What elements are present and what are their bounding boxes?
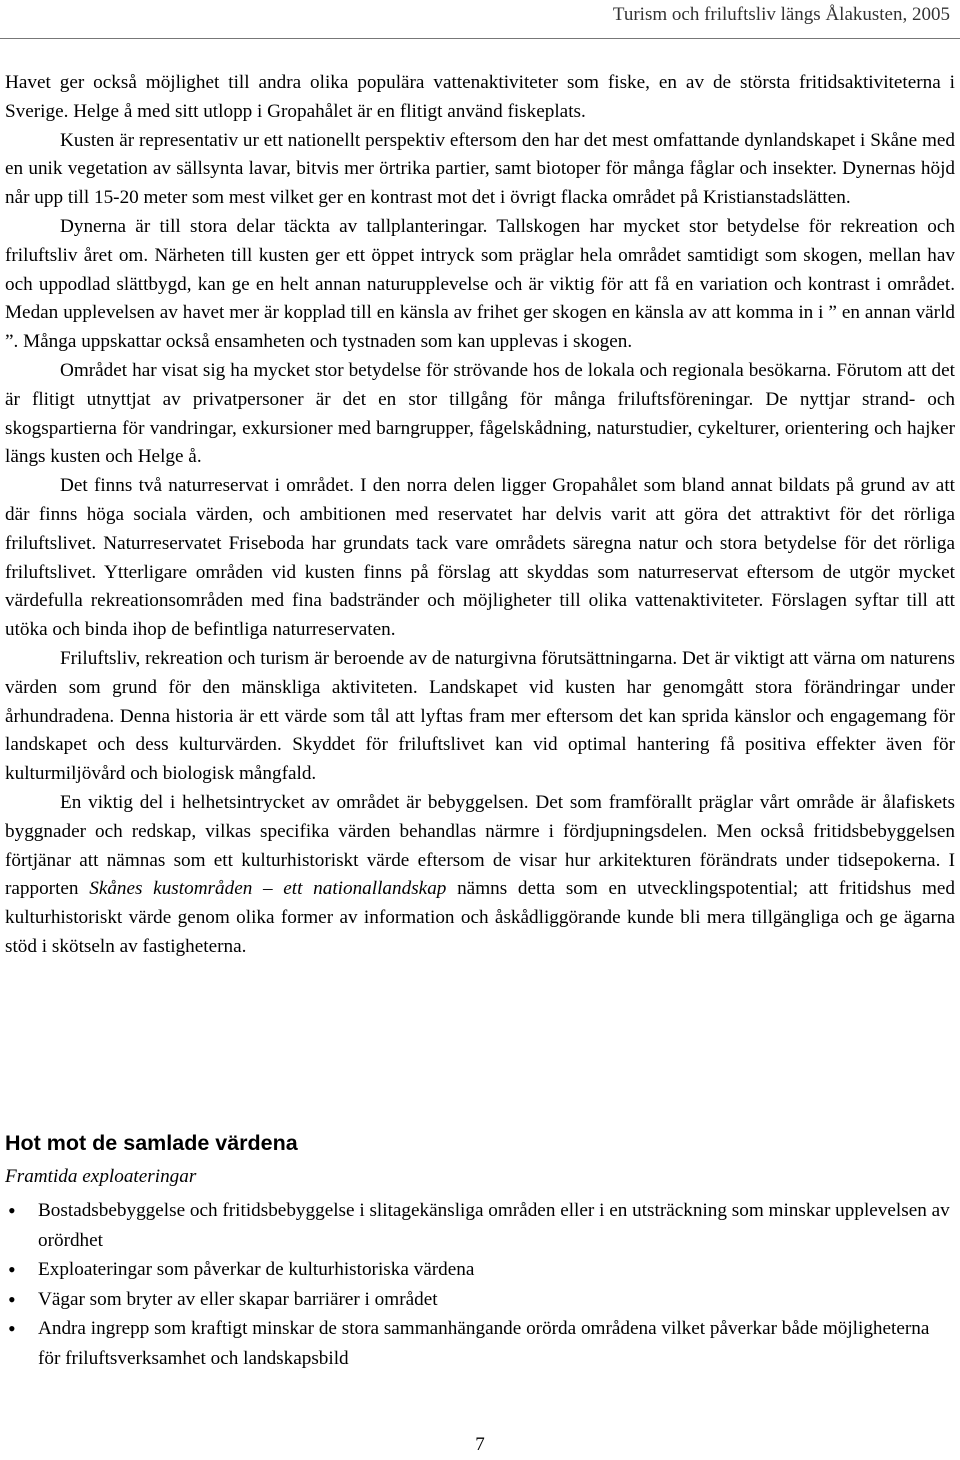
paragraph: Det finns två naturreservat i området. I den norra delen ligger Gropahålet som bland annat bildats på grund av att där finns höga sociala värden, och ambitionen med reservatet har delvis varit att göra det attraktivt för det rörliga friluftslivet. Naturreservatet Friseboda har grundats tack vare områdets säregna natur och stora betydelse för det rörliga friluftslivet. Ytterligare områden vid kusten finns på förslag att skyddas som naturreservat eftersom de utgör mycket värdefulla rekreationsområden med fina badstränder och möjligheter till olika vattenaktiviteter. Förslagen syftar till att utöka och binda ihop de befintliga naturreservaten. (5, 475, 955, 641)
body-text (5, 69, 955, 962)
paragraph (5, 789, 955, 962)
section-subheading: Framtida exploateringar (5, 1166, 197, 1187)
list-item: • Andra ingrepp som kraftigt minskar de stora sammanhängande orörda områdena vilket påverkar både möjligheterna för friluftsverksamhet och landskapsbild (5, 1314, 955, 1373)
running-header: Turism och friluftsliv längs Ålakusten, 2005 (612, 4, 950, 25)
paragraph-text: En viktig del i helhetsintrycket av området är bebyggelsen. Det som framförallt präglar vårt område är ålafiskets byggnader och redskap, vilkas specifika värden behandlas närmre i fördjupningsdelen. Men också fritidsbebyggelsen förtjänar att nämnas som ett kulturhistoriskt värde eftersom de visar hur arkitekturen förändrats under tidsepokerna. I rapporten (5, 791, 955, 900)
threat-list (5, 1196, 955, 1373)
paragraph: Kusten är representativ ur ett nationellt perspektiv eftersom den har det mest omfattande dynlandskapet i Skåne med en unik vegetation av sällsynta lavar, bitvis mer örtrika partier, samt biotoper för många fåglar och insekter. Dynernas höjd når upp till 15-20 meter som mest vilket ger en kontrast mot det i övrigt flacka området på Kristianstadslätten. (5, 129, 955, 209)
page-number: 7 (475, 1434, 485, 1455)
report-title: Skånes kustområden – ett nationallandskap (89, 878, 447, 900)
header-rule (0, 38, 960, 39)
paragraph: Friluftsliv, rekreation och turism är beroende av de naturgivna förutsättningarna. Det är viktigt att värna om naturens värden som grund för den mänskliga aktiviteten. Landskapet vid kusten har genomgått stora förändringar under århundradena. Denna historia är ett värde som tål att lyftas fram mer eftersom det kan sprida känslor och engagemang för landskapet och dess kulturvärden. Skyddet för friluftslivet kan vid optimal hantering få positiva effekter även för kulturmiljövård och biologisk mångfald. (5, 647, 955, 785)
list-item: • Vägar som bryter av eller skapar barriärer i området (5, 1285, 955, 1315)
list-item: • Bostadsbebyggelse och fritidsbebyggelse i slitagekänsliga områden eller i en utsträckning som minskar upplevelsen av orördhet (5, 1196, 955, 1255)
paragraph-text: nämns detta som en utvecklingspotential; att fritidshus med kulturhistoriskt värde genom olika former av information och åskådliggörande kunde bli mera tillgängliga och ge ägarna stöd i skötseln av fastigheterna. (5, 878, 955, 957)
paragraph: Området har visat sig ha mycket stor betydelse för strövande hos de lokala och regionala besökarna. Förutom att det är flitigt utnyttjat av privatpersoner är det en stor tillgång för många friluftsföreningar. De nyttjar strand- och skogspartierna för vandringar, exkursioner med barngrupper, fågelskådning, naturstudier, cykelturer, orientering och hajker längs kusten och Helge å. (5, 359, 955, 468)
section-heading: Hot mot de samlade värdena (5, 1131, 298, 1155)
paragraph: Dynerna är till stora delar täckta av tallplanteringar. Tallskogen har mycket stor betydelse för rekreation och friluftsliv året om. Närheten till kusten ger ett öppet intryck som präglar hela området samtidigt som skogen, mellan hav och uppodlad slättbygd, kan ge en helt annan naturupplevelse och är viktig för att få en variation och kontrast i området. Medan upplevelsen av havet mer är kopplad till en känsla av frihet ger skogen en känsla av att komma in i ” en annan värld ”. Många uppskattar också ensamheten och tystnaden som kan upplevas i skogen. (5, 215, 955, 353)
paragraph: Havet ger också möjlighet till andra olika populära vattenaktiviteter som fiske, en av de största fritidsaktiviteterna i Sverige. Helge å med sitt utlopp i Gropahålet är en flitigt använd fiskeplats. (5, 72, 955, 122)
list-item: • Exploateringar som påverkar de kulturhistoriska värdena (5, 1255, 955, 1285)
